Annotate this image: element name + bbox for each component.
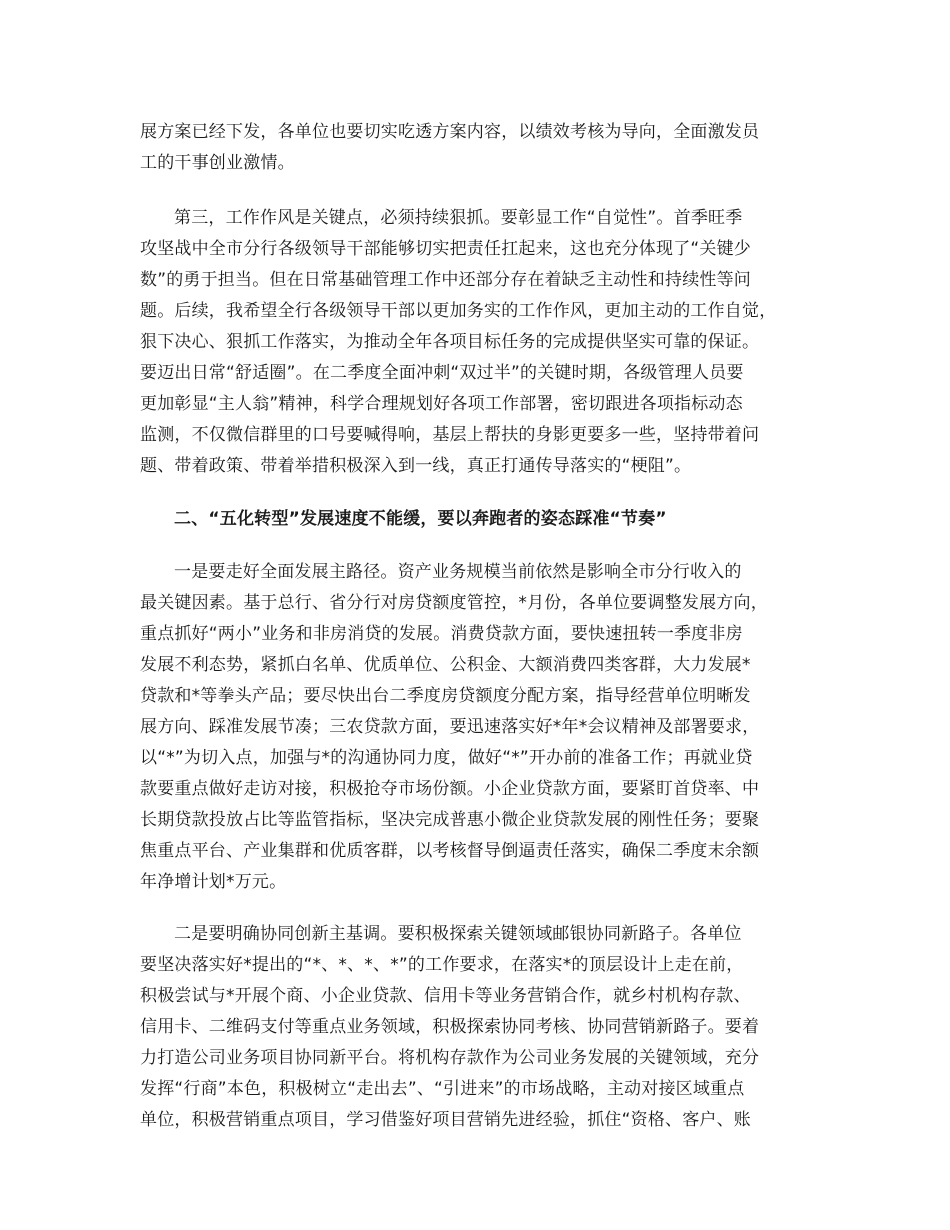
paragraph-2-line-6: 要迈出日常“舒适圈”。在二季度全面冲刺“双过半”的关键时期，各级管理人员要 [140, 363, 744, 383]
paragraph-5-line-4: 信用卡、二维码支付等重点业务领域，积极探索协同考核、协同营销新路子。要着 [140, 1017, 760, 1037]
paragraph-4-line-8: 款要重点做好走访对接，积极抢夺市场份额。小企业贷款方面，要紧盯首贷率、中 [140, 779, 760, 799]
paragraph-4-line-6: 展方向、踩准发展节凑；三农贷款方面，要迅速落实好*年*会议精神及部署要求， [140, 717, 760, 737]
paragraph-1-line-1: 展方案已经下发，各单位也要切实吃透方案内容，以绩效考核为导向，全面激发员 [140, 122, 760, 142]
paragraph-2-line-7: 更加彰显“主人翁”精神，科学合理规划好各项工作部署，密切跟进各项指标动态 [140, 394, 743, 414]
paragraph-4-line-10: 焦重点平台、产业集群和优质客群，以考核督导倒逼责任落实，确保二季度末余额 [140, 841, 760, 861]
section-heading: 二、“五化转型”发展速度不能缓，要以奔跑者的姿态踩准“节奏” [174, 509, 667, 529]
paragraph-5-line-5: 力打造公司业务项目协同新平台。将机构存款作为公司业务发展的关键领域，充分 [140, 1048, 760, 1068]
paragraph-4-line-1: 一是要走好全面发展主路径。资产业务规模当前依然是影响全市分行收入的 [174, 562, 742, 582]
paragraph-2-line-1: 第三，工作作风是关键点，必须持续狠抓。要彰显工作“自觉性”。首季旺季 [174, 208, 743, 228]
paragraph-5-line-2: 要坚决落实好*提出的“*、*、*、*”的工作要求，在落实*的顶层设计上走在前， [140, 955, 744, 975]
paragraph-4-line-2: 最关键因素。基于总行、省分行对房贷额度管控，*月份，各单位要调整发展方向， [140, 593, 768, 613]
paragraph-4-line-11: 年净增计划*万元。 [140, 872, 287, 892]
paragraph-5-line-6: 发挥“行商”本色，积极树立“走出去”、“引进来”的市场战略，主动对接区域重点 [140, 1079, 745, 1099]
paragraph-2-line-4: 题。后续，我希望全行各级领导干部以更加务实的工作作风，更加主动的工作自觉， [140, 301, 777, 321]
paragraph-5-line-1: 二是要明确协同创新主基调。要积极探索关键领域邮银协同新路子。各单位 [174, 924, 742, 944]
paragraph-1-line-2: 工的干事创业激情。 [140, 153, 295, 173]
paragraph-2-line-3: 数”的勇于担当。但在日常基础管理工作中还部分存在着缺乏主动性和持续性等问 [140, 270, 752, 290]
paragraph-2-line-2: 攻坚战中全市分行各级领导干部能够切实把责任扛起来，这也充分体现了“关键少 [140, 239, 752, 259]
paragraph-2-line-8: 监测，不仅微信群里的口号要喊得响，基层上帮扶的身影更要多一些，坚持带着问 [140, 425, 760, 445]
paragraph-4-line-7: 以“*”为切入点，加强与*的沟通协同力度，做好“*”开办前的准备工作；再就业贷 [140, 748, 753, 768]
paragraph-4-line-5: 贷款和*等拳头产品；要尽快出台二季度房贷额度分配方案，指导经营单位明晰发 [140, 686, 751, 706]
paragraph-2-line-5: 狠下决心、狠抓工作落实，为推动全年各项目标任务的完成提供坚实可靠的保证。 [140, 332, 760, 352]
paragraph-5-line-7: 单位，积极营销重点项目，学习借鉴好项目营销先进经验，抓住“资格、客户、账 [140, 1110, 752, 1130]
paragraph-2-line-9: 题、带着政策、带着举措积极深入到一线，真正打通传导落实的“梗阻”。 [140, 456, 692, 476]
paragraph-4-line-9: 长期贷款投放占比等监管指标，坚决完成普惠小微企业贷款发展的刚性任务；要聚 [140, 810, 760, 830]
paragraph-5-line-3: 积极尝试与*开展个商、小企业贷款、信用卡等业务营销合作，就乡村机构存款、 [140, 986, 751, 1006]
paragraph-4-line-3: 重点抓好“两小”业务和非房消贷的发展。消费贷款方面，要快速扭转一季度非房 [140, 624, 743, 644]
paragraph-4-line-4: 发展不利态势，紧抓白名单、优质单位、公积金、大额消费四类客群，大力发展* [140, 655, 751, 675]
